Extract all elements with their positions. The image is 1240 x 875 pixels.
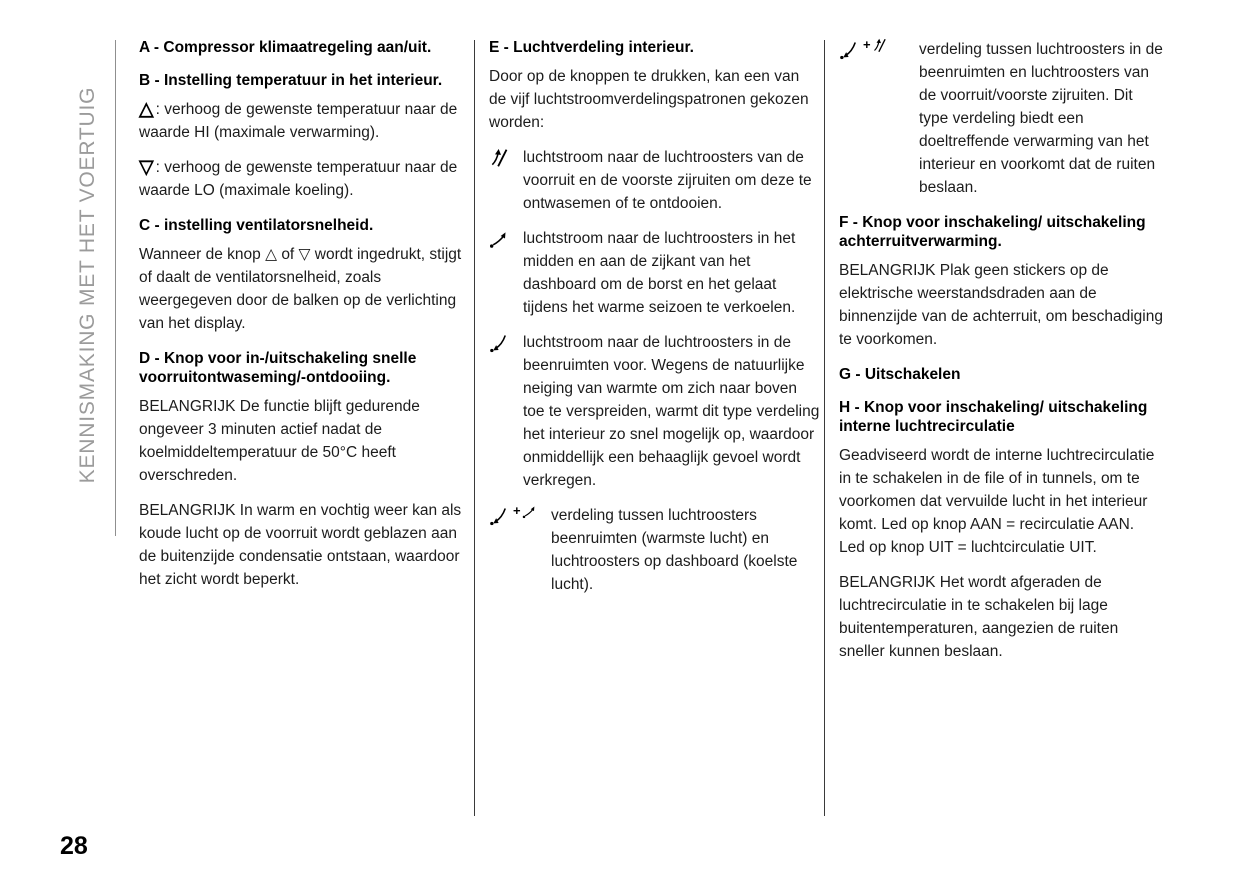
heading-f: F - Knop voor inschakeling/ uitschakeling achterruitverwarming. [839,214,1146,250]
heading-b: B - Instelling temperatuur in het interieur. [139,72,443,89]
airflow-item-face [489,227,820,319]
para-recirculation-important: BELANGRIJK Het wordt afgeraden de luchtrecirculatie in te schakelen bij lage buitentemperaturen, aangezien de ruiten sneller kunnen beslaan. [839,574,1119,660]
column-divider [824,40,825,816]
heading-e: E - Luchtverdeling interieur. [489,39,694,56]
airflow-item-windshield [489,146,820,215]
para-important-2: BELANGRIJK In warm en vochtig weer kan als koude lucht op de voorruit wordt geblazen aan de buitenzijde condensatie ontstaan, waardoor het zicht wordt beperkt. [139,502,462,588]
plus-glyph: + [513,503,521,518]
airflow-item-feet-face [489,504,820,596]
column-2 [489,38,820,608]
temp-down-line [139,156,472,202]
chapter-sidebar-label: KENNISMAKING MET HET VOERTUIG [76,86,99,484]
airflow-windshield-icon [489,146,523,168]
column-1 [139,38,472,603]
column-divider [474,40,475,816]
heading-c: C - instelling ventilatorsnelheid. [139,217,374,234]
temp-up-text: : verhoog de gewenste temperatuur naar de waarde HI (maximale verwarming). [139,101,458,141]
airflow-item-text: luchtstroom naar de luchtroosters in de beenruimten voor. Wegens de natuurlijke neiging van warmte om zich naar boven toe te verspreiden, warmt dit type verdeling het interieur zo snel mogelijk op, waardoor onmiddellijk een behaaglijk gevoel wordt verkregen. [523,334,820,489]
para-fan-speed: Wanneer de knop △ of ▽ wordt ingedrukt, stijgt of daalt de ventilatorsnelheid, zoals weergegeven door de balken op de verlichting van het display. [139,246,462,332]
sidebar-rule [115,40,116,536]
para-recirculation: Geadviseerd wordt de interne luchtrecirculatie in te schakelen in de file of in tunnels, om te voorkomen dat vervuilde lucht in het interieur komt. Led op knop AAN = recirculatie AAN. Led op knop UIT = luchtcirculatie UIT. [839,447,1155,556]
airflow-feet-plus-face-icon [489,504,551,526]
airflow-feet-plus-windshield-icon [839,38,919,60]
heading-d: D - Knop voor in-/uitschakeling snelle voorruitontwaseming/-ontdooiing. [139,350,417,386]
heading-h: H - Knop voor inschakeling/ uitschakeling interne luchtrecirculatie [839,399,1148,435]
plus-glyph: + [863,37,871,52]
airflow-item-feet-windshield [839,38,1163,199]
para-important-1: BELANGRIJK De functie blijft gedurende ongeveer 3 minuten actief nadat de koelmiddeltemperatuur de 50°C heeft overschreden. [139,398,420,484]
airflow-item-text: verdeling tussen luchtroosters beenruimten (warmste lucht) en luchtroosters op dashboard (koelste lucht). [551,507,798,593]
airflow-face-icon [489,227,523,249]
para-air-distribution-intro: Door op de knoppen te drukken, kan een van de vijf luchtstroomverdelingspatronen gekozen worden: [489,68,809,131]
temp-up-line [139,98,472,144]
heading-g: G - Uitschakelen [839,366,961,383]
airflow-item-text: verdeling tussen luchtroosters in de beenruimten en luchtroosters van de voorruit/voorste zijruiten. Dit type verdeling biedt een doeltreffende verwarming van het interieur en voorkomt dat de ruiten beslaan. [919,41,1163,196]
temperature-up-icon: △ [139,99,154,120]
temperature-down-icon: ▽ [139,157,154,178]
heading-a: A - Compressor klimaatregeling aan/uit. [139,39,432,56]
airflow-item-feet [489,331,820,492]
column-3 [839,38,1163,675]
airflow-feet-icon [489,331,523,353]
para-rear-window-important: BELANGRIJK Plak geen stickers op de elektrische weerstandsdraden aan de binnenzijde van de achterruit, om beschadiging te voorkomen. [839,262,1163,348]
page-number: 28 [60,832,88,860]
airflow-item-text: luchtstroom naar de luchtroosters van de voorruit en de voorste zijruiten om deze te ontwasemen of te ontdooien. [523,149,812,212]
airflow-item-text: luchtstroom naar de luchtroosters in het midden en aan de zijkant van het dashboard om de borst en het gelaat tijdens het warme seizoen te verkoelen. [523,230,796,316]
temp-down-text: : verhoog de gewenste temperatuur naar de waarde LO (maximale koeling). [139,159,458,199]
